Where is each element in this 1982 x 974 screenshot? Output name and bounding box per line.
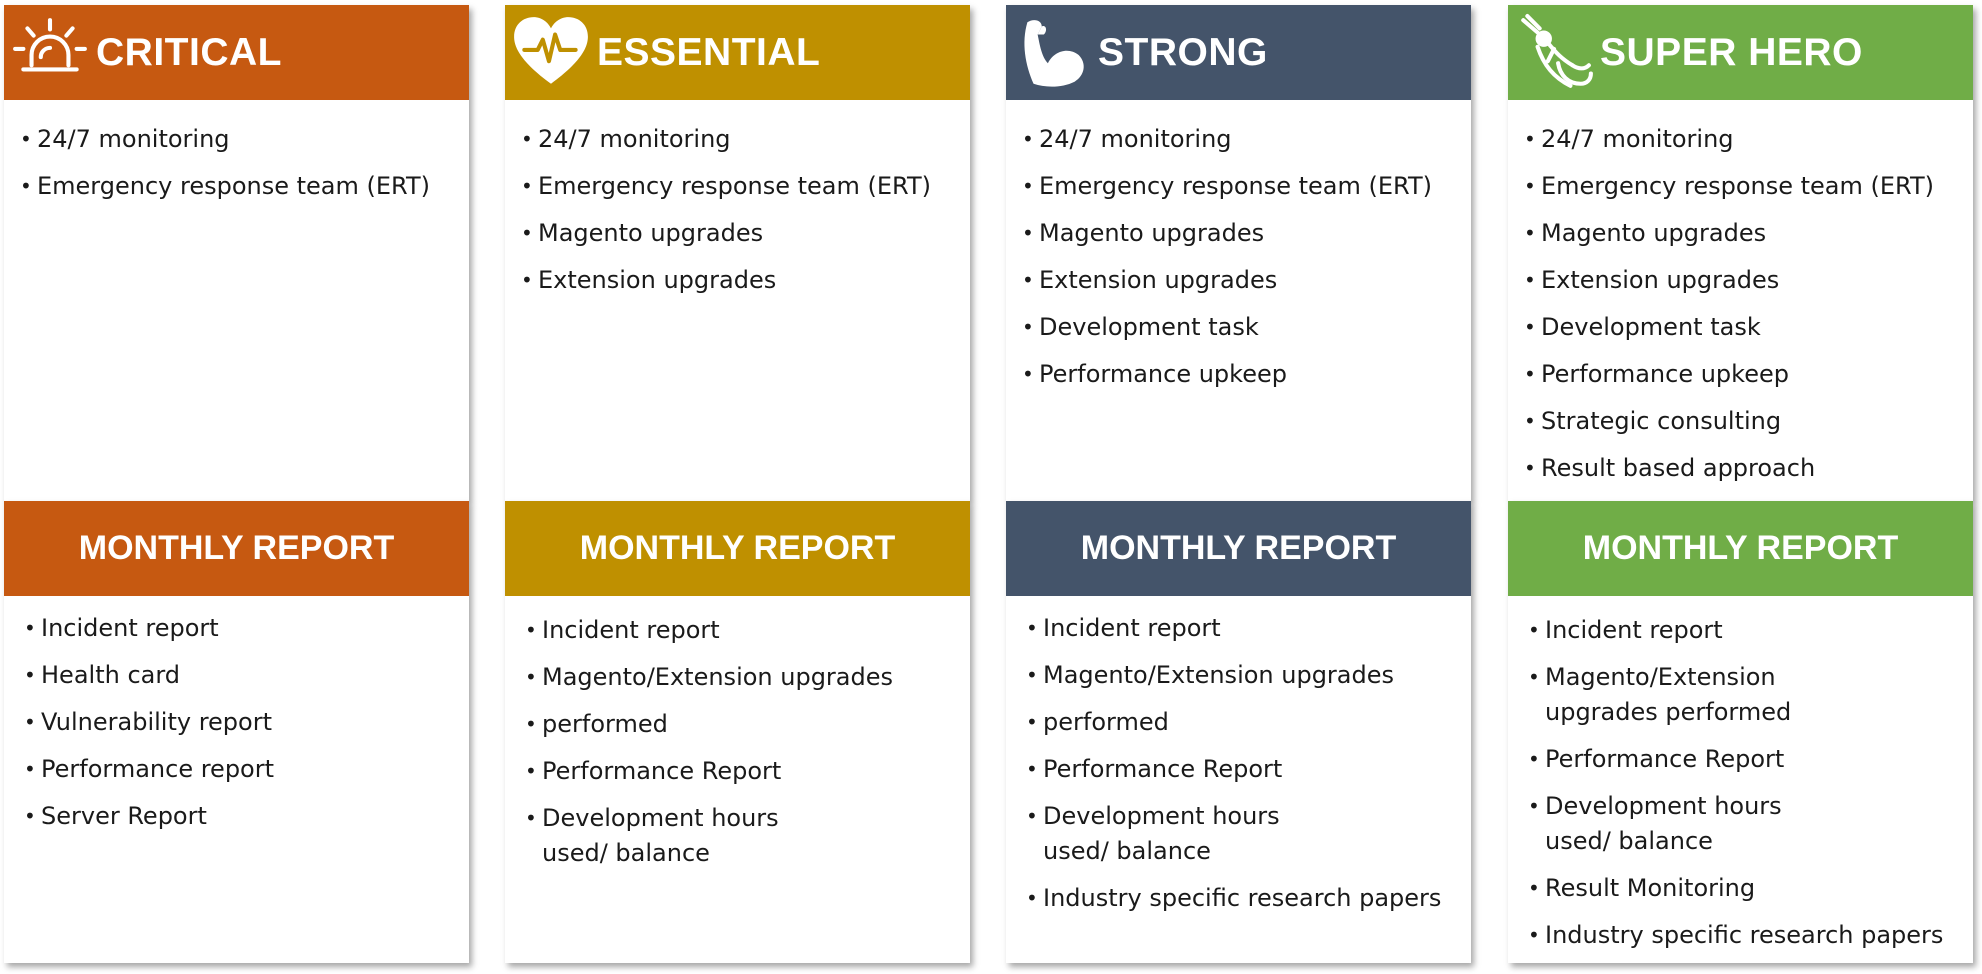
list-item: • Magento/Extension upgrades performed	[1508, 660, 1883, 730]
list-item: • Development hours used/ balance	[505, 801, 850, 871]
report-list	[4, 611, 469, 846]
list-item: • Vulnerability report	[4, 705, 469, 740]
list-item: • Strategic consulting	[1508, 404, 1973, 439]
list-item: • 24/7 monitoring	[505, 122, 970, 157]
plan-super-hero	[1508, 0, 1973, 974]
feature-list	[1508, 122, 1973, 498]
plan-features-card	[1508, 5, 1973, 501]
list-item: • 24/7 monitoring	[1006, 122, 1471, 157]
monthly-report-card	[1006, 501, 1471, 963]
report-list	[1006, 611, 1471, 928]
feature-list	[4, 122, 469, 216]
report-header: MONTHLY REPORT	[1508, 501, 1973, 596]
alarm-siren-icon	[4, 5, 96, 100]
list-item: • Performance Report	[505, 754, 970, 789]
list-item: • Extension upgrades	[505, 263, 970, 298]
list-item: • performed	[1006, 705, 1471, 740]
list-item: • Incident report	[1006, 611, 1471, 646]
list-item: • Incident report	[505, 613, 970, 648]
plan-title: CRITICAL	[96, 30, 282, 74]
feature-list	[505, 122, 970, 310]
list-item: • Development hours used/ balance	[1508, 789, 1853, 859]
plan-essential	[505, 0, 970, 974]
plan-critical	[4, 0, 469, 974]
plan-header	[1508, 5, 1973, 100]
report-list	[505, 613, 970, 883]
plan-header	[505, 5, 970, 100]
plan-title: STRONG	[1098, 30, 1268, 74]
monthly-report-card	[505, 501, 970, 963]
list-item: • Magento/Extension upgrades	[1006, 658, 1471, 693]
list-item: • Incident report	[4, 611, 469, 646]
list-item: • Performance upkeep	[1006, 357, 1471, 392]
plan-header	[1006, 5, 1471, 100]
list-item: • Result Monitoring	[1508, 871, 1973, 906]
list-item: • Emergency response team (ERT)	[1508, 169, 1973, 204]
plan-title: ESSENTIAL	[597, 30, 821, 74]
plan-strong	[1006, 0, 1471, 974]
monthly-report-card	[4, 501, 469, 963]
list-item: • Industry specific research papers	[1006, 881, 1471, 916]
list-item: • Extension upgrades	[1006, 263, 1471, 298]
list-item: • Performance Report	[1508, 742, 1973, 777]
list-item: • Industry specific research papers	[1508, 918, 1973, 953]
list-item: • Performance report	[4, 752, 469, 787]
list-item: • Performance upkeep	[1508, 357, 1973, 392]
list-item: • performed	[505, 707, 970, 742]
list-item: • Magento/Extension upgrades	[505, 660, 970, 695]
list-item: • 24/7 monitoring	[4, 122, 469, 157]
list-item: • Magento upgrades	[505, 216, 970, 251]
list-item: • Emergency response team (ERT)	[4, 169, 469, 204]
flying-hero-icon	[1508, 5, 1600, 100]
feature-list	[1006, 122, 1471, 404]
report-header: MONTHLY REPORT	[1006, 501, 1471, 596]
list-item: • Result based approach	[1508, 451, 1973, 486]
plan-features-card	[505, 5, 970, 501]
monthly-report-card	[1508, 501, 1973, 963]
list-item: • Server Report	[4, 799, 469, 834]
list-item: • 24/7 monitoring	[1508, 122, 1973, 157]
list-item: • Emergency response team (ERT)	[1006, 169, 1471, 204]
list-item: • Health card	[4, 658, 469, 693]
plan-title: SUPER HERO	[1600, 30, 1863, 74]
list-item: • Development hours used/ balance	[1006, 799, 1351, 869]
report-header: MONTHLY REPORT	[4, 501, 469, 596]
plan-header	[4, 5, 469, 100]
report-header: MONTHLY REPORT	[505, 501, 970, 596]
heartbeat-icon	[505, 5, 597, 100]
list-item: • Development task	[1508, 310, 1973, 345]
list-item: • Magento upgrades	[1508, 216, 1973, 251]
plan-features-card	[4, 5, 469, 501]
list-item: • Emergency response team (ERT)	[505, 169, 970, 204]
plan-features-card	[1006, 5, 1471, 501]
list-item: • Extension upgrades	[1508, 263, 1973, 298]
report-list	[1508, 613, 1973, 965]
flexed-arm-icon	[1006, 5, 1098, 100]
list-item: • Incident report	[1508, 613, 1973, 648]
list-item: • Performance Report	[1006, 752, 1471, 787]
list-item: • Magento upgrades	[1006, 216, 1471, 251]
list-item: • Development task	[1006, 310, 1471, 345]
